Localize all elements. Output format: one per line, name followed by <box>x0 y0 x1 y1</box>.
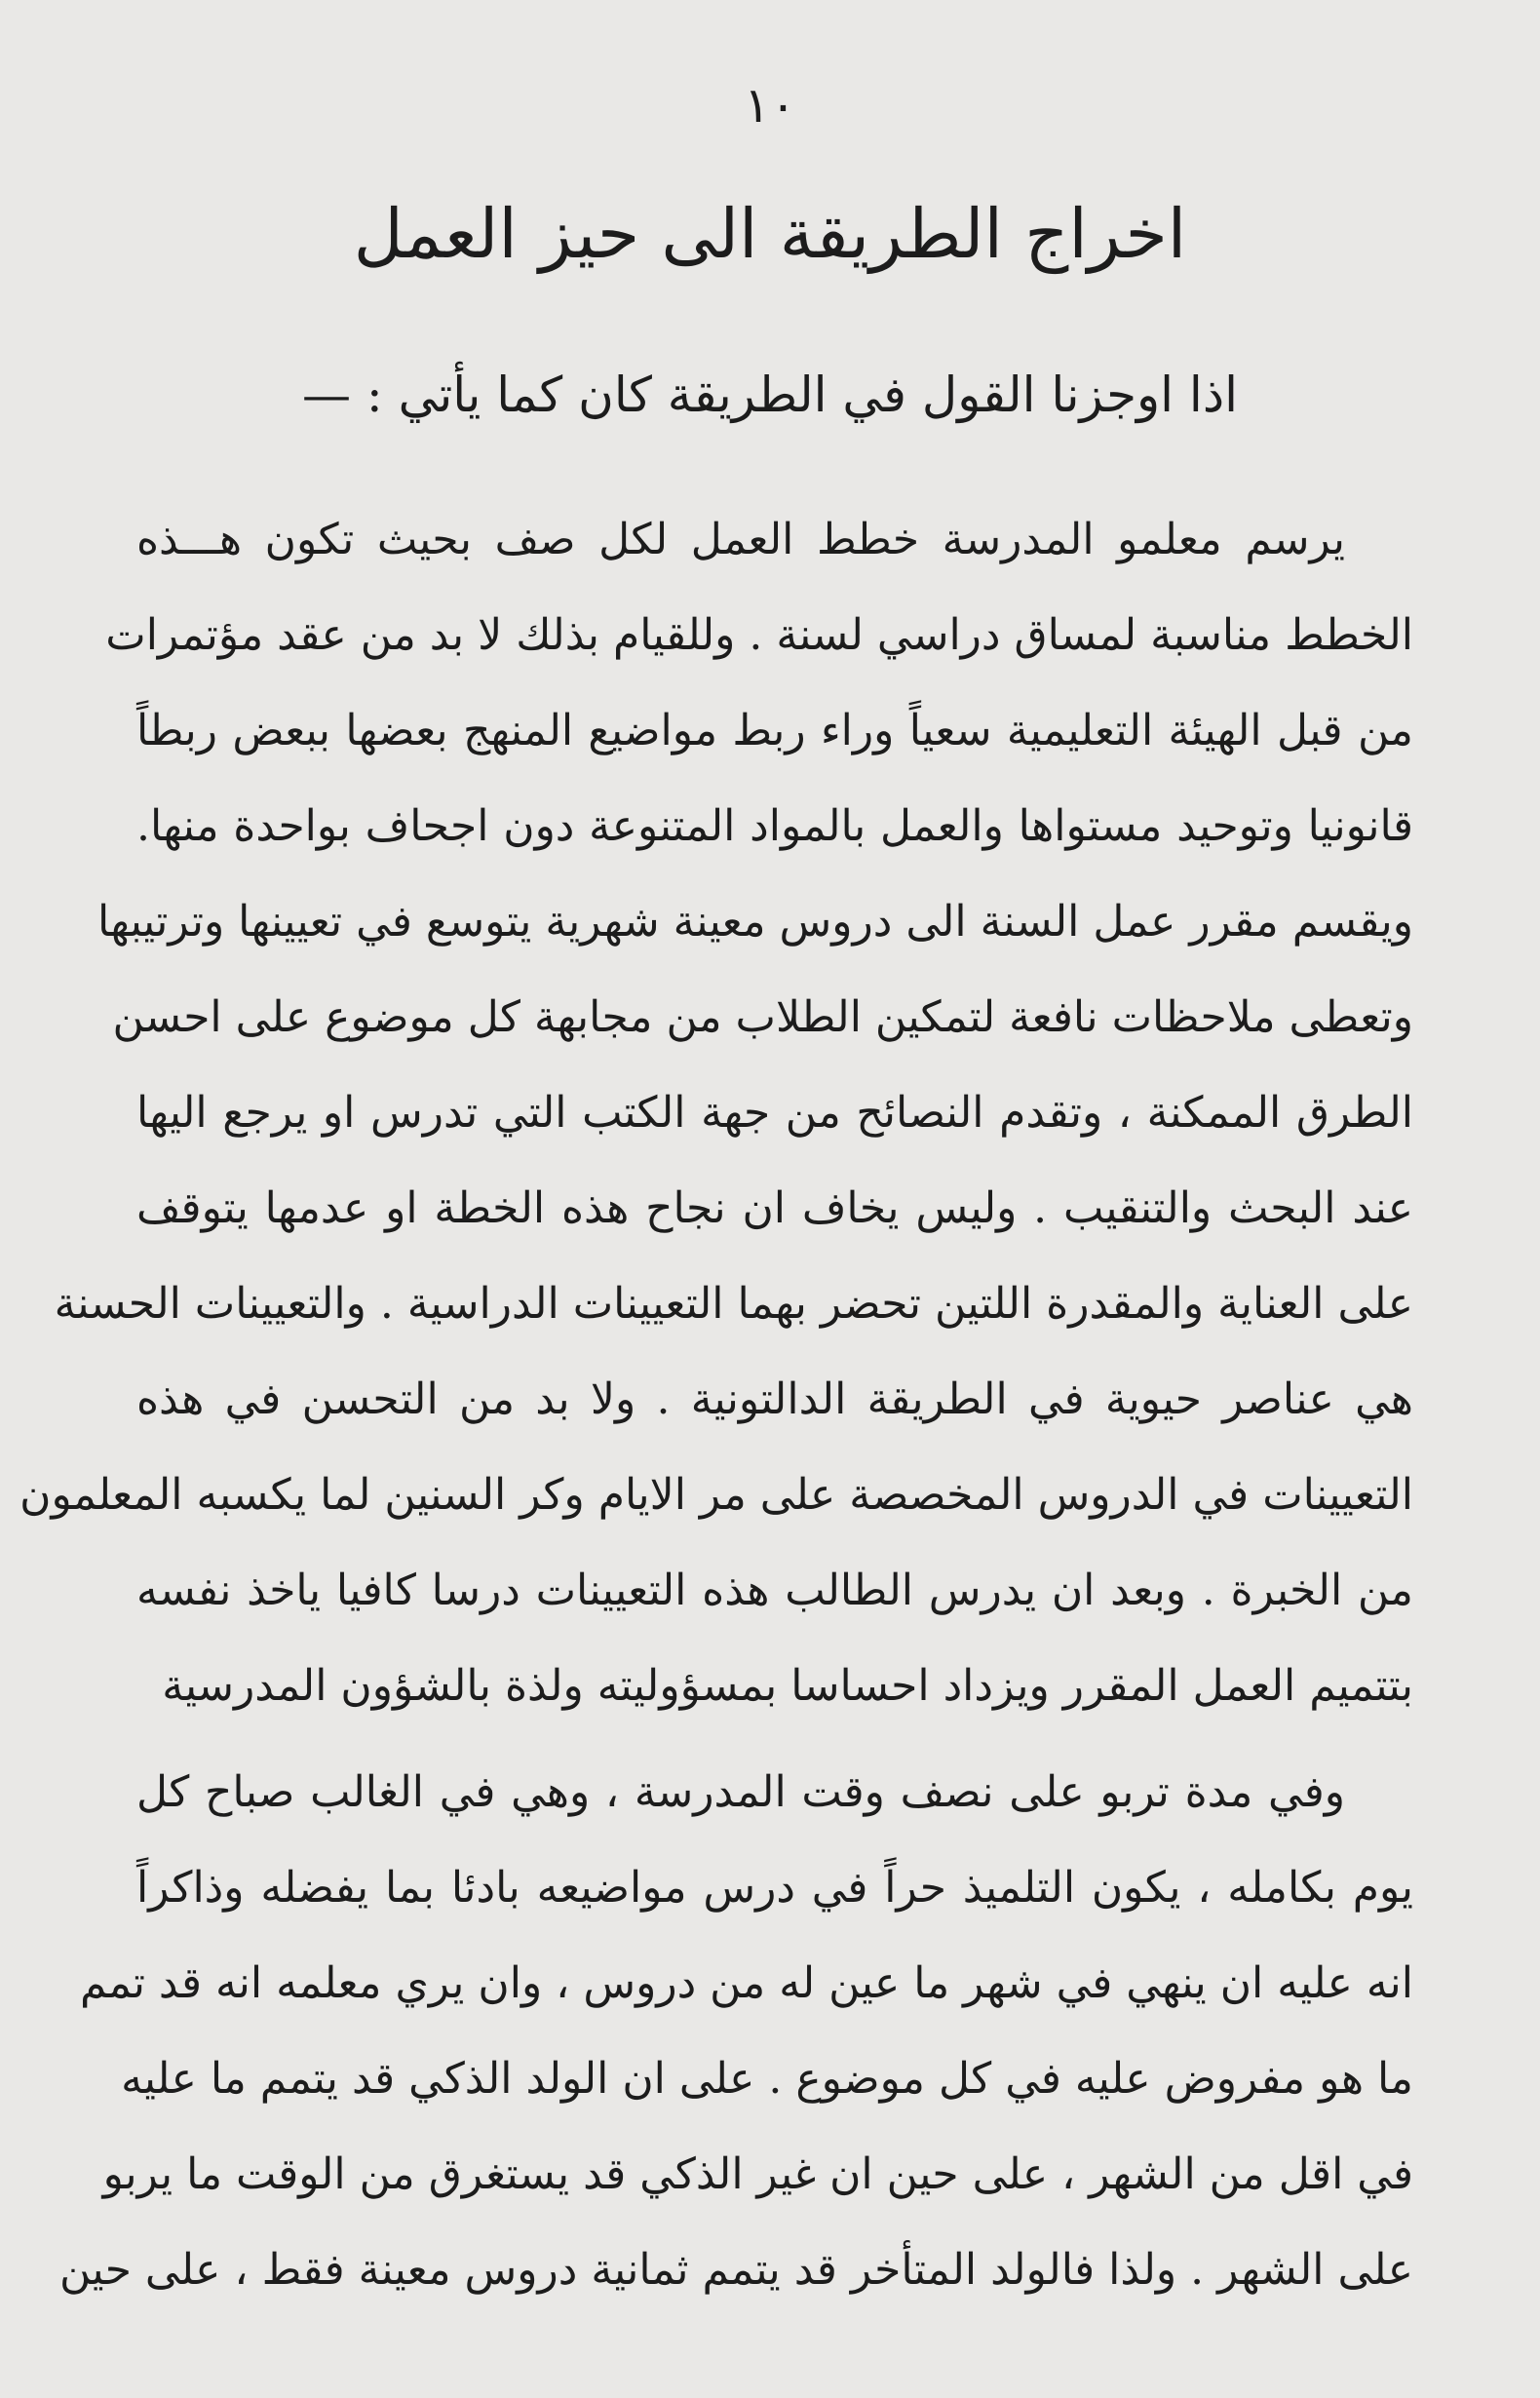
paragraph-1 <box>19 492 1413 1734</box>
text-line: يوم بكامله ، يكون التلميذ حراً في درس مواضيعه بادئا بما يفضله وذاكراً <box>136 1863 1413 1913</box>
intro-line: اذا اوجزنا القول في الطريقة كان كما يأتي : — <box>302 367 1238 423</box>
text-line: الطرق الممكنة ، وتقدم النصائح من جهة الكتب التي تدرس او يرجع اليها <box>136 1088 1413 1138</box>
text-line: الخطط مناسبة لمساق دراسي لسنة . وللقيام بذلك لا بد من عقد مؤتمرات <box>105 610 1413 660</box>
text-line: قانونيا وتوحيد مستواها والعمل بالمواد المتنوعة دون اجحاف بواحدة منها. <box>136 801 1413 851</box>
text-line: هي عناصر حيوية في الطريقة الدالتونية . ولا بد من التحسن في هذه <box>136 1374 1413 1424</box>
paragraph-2 <box>58 1745 1413 2318</box>
text-line: على العناية والمقدرة اللتين تحضر بهما التعيينات الدراسية . والتعيينات الحسنة <box>54 1279 1413 1329</box>
text-line: يرسم معلمو المدرسة خطط العمل لكل صف بحيث تكون هـــذه <box>136 515 1345 564</box>
text-line: التعيينات في الدروس المخصصة على مر الايام وكر السنين لما يكسبه المعلمون <box>19 1470 1413 1520</box>
text-line: من قبل الهيئة التعليمية سعياً وراء ربط مواضيع المنهج بعضها ببعض ربطاً <box>136 706 1413 755</box>
text-line: ويقسم مقرر عمل السنة الى دروس معينة شهرية يتوسع في تعيينها وترتيبها <box>96 897 1413 947</box>
text-line: على الشهر . ولذا فالولد المتأخر قد يتمم ثمانية دروس معينة فقط ، على حين <box>58 2245 1413 2295</box>
text-line: عند البحث والتنقيب . وليس يخاف ان نجاح هذه الخطة او عدمها يتوقف <box>136 1183 1413 1233</box>
text-line: من الخبرة . وبعد ان يدرس الطالب هذه التعيينات درسا كافيا ياخذ نفسه <box>136 1566 1413 1615</box>
text-line: انه عليه ان ينهي في شهر ما عين له من دروس ، وان يري معلمه انه قد تمم <box>79 1958 1413 2008</box>
chapter-title: اخراج الطريقة الى حيز العمل <box>353 194 1187 274</box>
text-line: بتتميم العمل المقرر ويزداد احساسا بمسؤوليته ولذة بالشؤون المدرسية <box>162 1661 1413 1711</box>
text-line: ما هو مفروض عليه في كل موضوع . على ان الولد الذكي قد يتمم ما عليه <box>121 2054 1413 2104</box>
text-line: وتعطى ملاحظات نافعة لتمكين الطلاب من مجابهة كل موضوع على احسن <box>112 992 1413 1042</box>
page-number: ١٠ <box>744 77 796 134</box>
text-line: في اقل من الشهر ، على حين ان غير الذكي قد يستغرق من الوقت ما يربو <box>102 2149 1413 2199</box>
text-line: وفي مدة تربو على نصف وقت المدرسة ، وهي في الغالب صباح كل <box>136 1767 1345 1817</box>
